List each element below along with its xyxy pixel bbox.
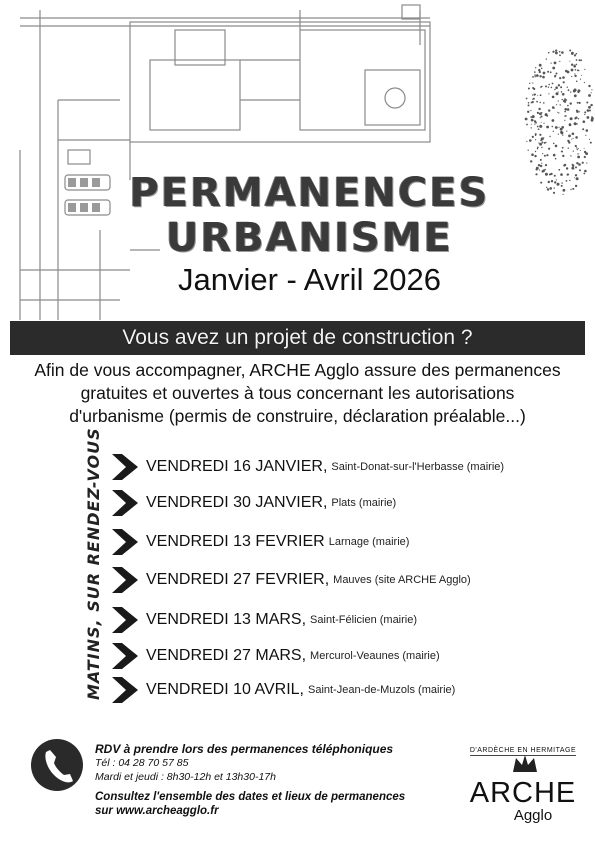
chevron-arrow-icon bbox=[108, 527, 142, 557]
contact-phone: Tél : 04 28 70 57 85 bbox=[95, 757, 189, 769]
contact-web-line1: Consultez l'ensemble des dates et lieux de permanences bbox=[95, 791, 406, 803]
crown-mark-icon bbox=[510, 752, 540, 774]
side-label-mornings: MATINS, SUR RENDEZ-VOUS bbox=[84, 427, 103, 700]
date-label: VENDREDI 10 AVRIL, bbox=[146, 681, 304, 698]
contact-block bbox=[95, 742, 405, 818]
arche-agglo-logo bbox=[458, 737, 588, 823]
logo-name: ARCHE bbox=[469, 777, 577, 809]
date-label: VENDREDI 13 MARS, bbox=[146, 611, 307, 628]
chevron-arrow-icon bbox=[108, 488, 142, 518]
title-line-1: PERMANENCES bbox=[129, 170, 490, 216]
date-place: Saint-Jean-de-Muzols (mairie) bbox=[307, 684, 456, 696]
date-row bbox=[108, 641, 440, 671]
date-place: Plats (mairie) bbox=[331, 497, 397, 509]
intro-line: gratuites et ouvertes à tous concernant les autorisations bbox=[80, 383, 515, 403]
date-label: VENDREDI 13 FEVRIER bbox=[146, 533, 325, 550]
date-label: VENDREDI 27 FEVRIER, bbox=[146, 571, 330, 588]
phone-icon bbox=[30, 736, 84, 794]
contact-hours: Mardi et jeudi : 8h30-12h et 13h30-17h bbox=[95, 771, 276, 783]
intro-paragraph bbox=[0, 359, 595, 428]
date-row bbox=[108, 527, 409, 557]
date-place: Saint-Donat-sur-l'Herbasse (mairie) bbox=[331, 461, 505, 473]
date-row bbox=[108, 605, 417, 635]
period-subtitle: Janvier - Avril 2026 bbox=[177, 262, 442, 297]
date-label: VENDREDI 16 JANVIER, bbox=[146, 458, 328, 475]
date-label: VENDREDI 27 MARS, bbox=[146, 647, 307, 664]
chevron-arrow-icon bbox=[108, 641, 142, 671]
intro-line: Afin de vous accompagner, ARCHE Agglo assure des permanences bbox=[34, 360, 561, 380]
date-row bbox=[108, 488, 396, 518]
question-band bbox=[10, 321, 585, 355]
title-line-2: URBANISME bbox=[165, 215, 454, 261]
logo-tagline: D'ARDÈCHE EN HERMITAGE bbox=[469, 747, 577, 754]
date-row bbox=[108, 565, 471, 595]
date-row bbox=[108, 452, 504, 482]
chevron-arrow-icon bbox=[108, 565, 142, 595]
contact-web-link[interactable]: sur www.archeagglo.fr bbox=[95, 805, 219, 817]
logo-sub: Agglo bbox=[513, 807, 553, 824]
date-label: VENDREDI 30 JANVIER, bbox=[146, 494, 328, 511]
question-band-text: Vous avez un projet de construction ? bbox=[122, 326, 473, 349]
chevron-arrow-icon bbox=[108, 452, 142, 482]
date-place: Larnage (mairie) bbox=[328, 536, 410, 548]
contact-rdv-line: RDV à prendre lors des permanences téléphoniques bbox=[95, 742, 394, 756]
date-row bbox=[108, 675, 455, 705]
chevron-arrow-icon bbox=[108, 605, 142, 635]
date-place: Saint-Félicien (mairie) bbox=[310, 614, 418, 626]
date-place: Mauves (site ARCHE Agglo) bbox=[333, 574, 471, 586]
intro-line: d'urbanisme (permis de construire, déclaration préalable...) bbox=[69, 406, 526, 426]
chevron-arrow-icon bbox=[108, 675, 142, 705]
date-place: Mercurol-Veaunes (mairie) bbox=[310, 650, 440, 662]
